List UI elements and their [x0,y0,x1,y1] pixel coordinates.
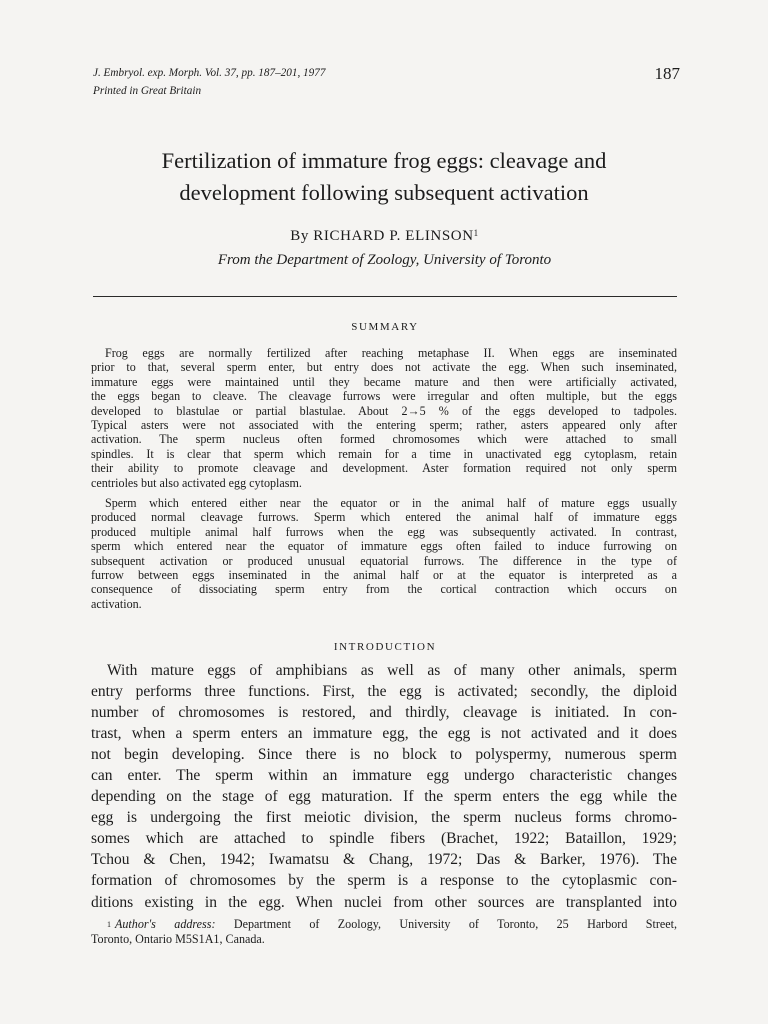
introduction-line: number of chromosomes is restored, and thirdly, cleavage is initiated. In con- [91,704,677,722]
summary-line: spindles. It is clear that sperm which remain for a time in unactivated egg cytoplasm, retain [91,446,677,461]
author-footnote-mark: 1 [473,228,479,238]
introduction-line: somes which are attached to spindle fibers (Brachet, 1922; Bataillon, 1929; [91,830,677,848]
summary-line: Frog eggs are normally fertilized after reaching metaphase II. When eggs are inseminated [105,346,677,360]
article-title [60,145,708,209]
summary-heading: SUMMARY [351,321,419,333]
author-byline [93,228,676,245]
footnote-label: Author's address: [115,917,216,931]
introduction-paragraph [91,660,677,913]
summary-line: sperm which entered near the equator of immature eggs often failed to induce furrowing on [91,539,677,554]
article-title-line: development following subsequent activation [179,180,589,205]
introduction-line: With mature eggs of amphibians as well as of many other animals, sperm [107,662,677,679]
journal-citation: J. Embryol. exp. Morph. Vol. 37, pp. 187–201, 1977 [93,67,326,79]
summary-line: developed to blastulae or partial blastulae. About 2→5 % of the eggs developed to tadpoles. [91,403,677,418]
footnote-mark: 1 [107,920,111,929]
introduction-line: Tchou & Chen, 1942; Iwamatsu & Chang, 1972; Das & Barker, 1976). The [91,851,677,869]
introduction-line: trast, when a sperm enters an immature egg, the egg is not activated and it does [91,725,677,743]
summary-line: their ability to promote cleavage and development. Aster formation required not only sperm [91,461,677,476]
author-address-footnote [91,917,677,947]
summary-line: prior to that, several sperm enter, but entry does not activate the egg. When such inseminated, [91,360,677,375]
header-divider [93,296,677,297]
summary-paragraph-2 [91,496,677,611]
footnote-line: Toronto, Ontario M5S1A1, Canada. [91,932,265,946]
introduction-line: ditions existing in the egg. When nuclei from other sources are transplanted into [91,893,677,911]
summary-line: produced normal cleavage furrows. Sperm which entered the animal half of immature eggs [91,510,677,525]
summary-line: activation. The sperm nucleus often formed chromosomes which were attached to small [91,432,677,447]
summary-line: Typical asters were not associated with the entering sperm; rather, asters appeared only after [91,418,677,433]
summary-line: the eggs began to cleave. The cleavage furrows were irregular and often multiple, but the eggs [91,389,677,404]
page-number: 187 [654,64,680,83]
author-affiliation: From the Department of Zoology, University of Toronto [217,252,552,268]
introduction-line: not begin developing. Since there is no block to polyspermy, numerous sperm [91,746,677,764]
summary-line: centrioles but also activated egg cytoplasm. [91,475,302,490]
summary-line: furrow between eggs inseminated in the animal half or at the equator is interpreted as a [91,568,677,583]
summary-line: produced multiple animal half furrows when the egg was subsequently activated. In contrast, [91,524,677,539]
footnote-text: Department of Zoology, University of Toronto, 25 Harbord Street, [233,917,677,931]
article-title-line: Fertilization of immature frog eggs: cleavage and [161,148,607,173]
summary-line: immature eggs were maintained until they became mature and then were artificially activated, [91,374,677,389]
summary-line: activation. [91,596,142,611]
printed-in-note: Printed in Great Britain [93,85,202,97]
footnote-line [91,917,677,932]
author-name: By RICHARD P. ELINSON [290,228,474,244]
summary-paragraph-1 [91,346,677,490]
summary-line: Sperm which entered either near the equator or in the animal half of mature eggs usually [105,496,677,510]
introduction-line: egg is undergoing the first meiotic division, the sperm nucleus forms chromo- [91,809,677,827]
introduction-line: entry performs three functions. First, the egg is activated; secondly, the diploid [91,683,677,701]
summary-line: subsequent activation or produced unusual equatorial furrows. The difference in the type of [91,553,677,568]
summary-line: consequence of dissociating sperm entry from the cortical contraction which occurs on [91,582,677,597]
introduction-heading: INTRODUCTION [333,641,437,653]
introduction-line: depending on the stage of egg maturation. If the sperm enters the egg while the [91,788,677,806]
introduction-line: formation of chromosomes by the sperm is a response to the cytoplasmic con- [91,872,677,890]
introduction-line: can enter. The sperm within an immature egg undergo characteristic changes [91,767,677,785]
